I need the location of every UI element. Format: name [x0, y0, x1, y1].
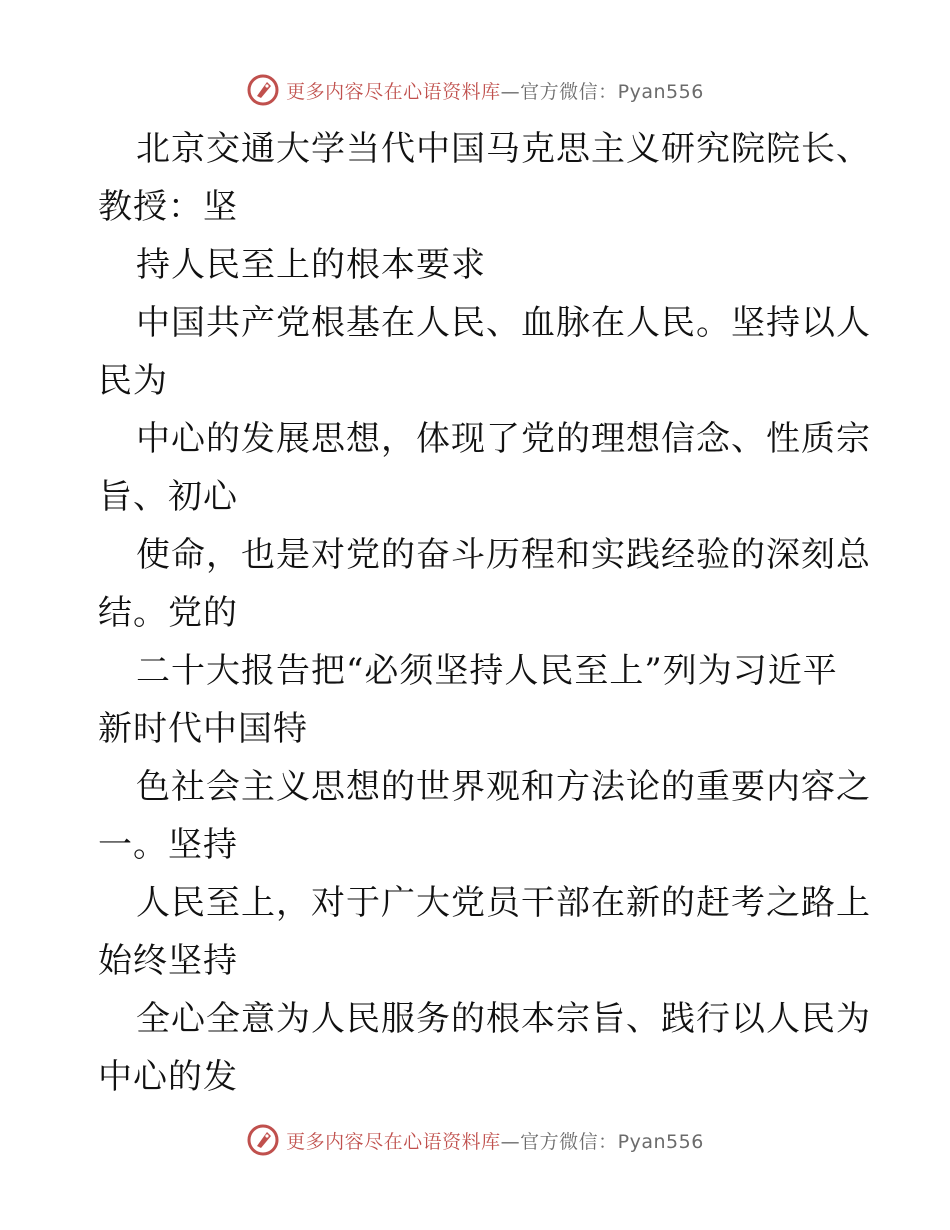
banner-brand-text: 更多内容尽在心语资料库 — [286, 80, 501, 103]
text-line: 人民至上，对于广大党员干部在新的赶考之路上 — [136, 883, 871, 923]
text-line: 二十大报告把“必须坚持人民至上”列为习近平 — [136, 651, 838, 691]
banner-contact-text: 官方微信：Pyan556 — [520, 80, 704, 103]
text-line: 始终坚持 — [98, 941, 238, 981]
text-line: 旨、初心 — [98, 477, 238, 517]
text-line: 教授：坚 — [98, 187, 238, 227]
text-line: 北京交通大学当代中国马克思主义研究院院长、 — [136, 129, 871, 169]
text-line: 一。坚持 — [98, 825, 238, 865]
text-line: 全心全意为人民服务的根本宗旨、践行以人民为 — [136, 999, 871, 1039]
text-line: 中国共产党根基在人民、血脉在人民。坚持以人 — [136, 303, 871, 343]
text-line: 中心的发 — [98, 1057, 238, 1097]
text-line: 使命，也是对党的奋斗历程和实践经验的深刻总 — [136, 535, 871, 575]
text-line: 结。党的 — [98, 593, 238, 633]
text-line: 民为 — [98, 361, 168, 401]
header-banner — [0, 70, 950, 110]
banner-separator: — — [500, 80, 521, 103]
document-body — [98, 120, 871, 1106]
banner-contact-text: 官方微信：Pyan556 — [520, 1130, 704, 1153]
text-line: 持人民至上的根本要求 — [136, 245, 486, 285]
text-line: 中心的发展思想，体现了党的理想信念、性质宗 — [136, 419, 871, 459]
footer-banner — [0, 1120, 950, 1160]
text-line: 新时代中国特 — [98, 709, 308, 749]
pen-nib-logo-icon — [246, 1123, 280, 1157]
banner-brand-text: 更多内容尽在心语资料库 — [286, 1130, 501, 1153]
banner-separator: — — [500, 1130, 521, 1153]
pen-nib-logo-icon — [246, 73, 280, 107]
text-line: 色社会主义思想的世界观和方法论的重要内容之 — [136, 767, 871, 807]
